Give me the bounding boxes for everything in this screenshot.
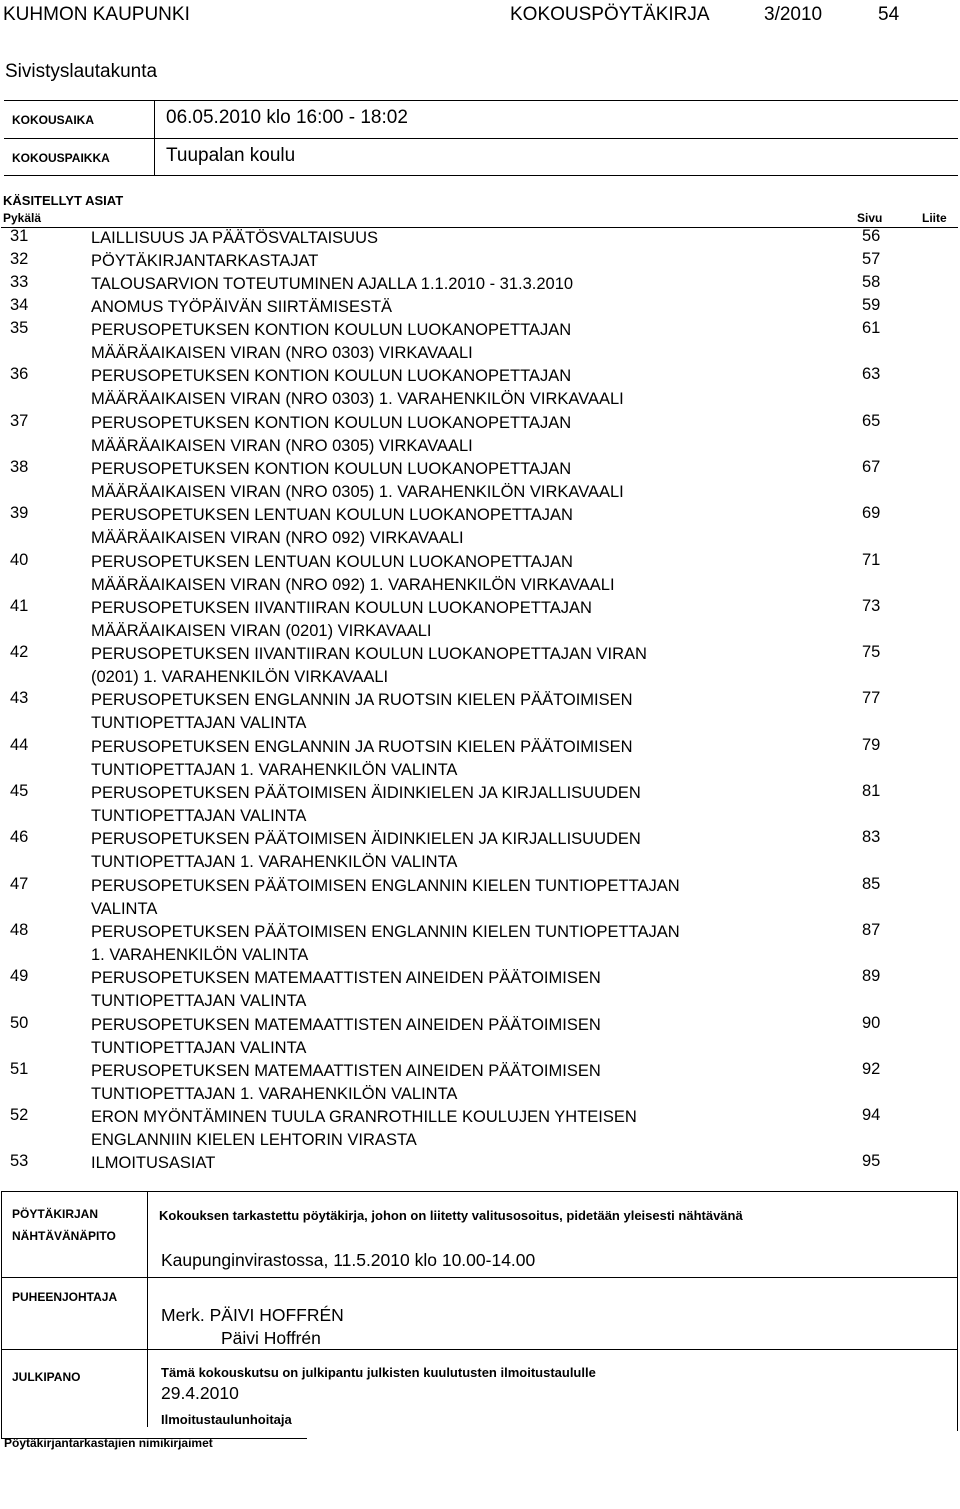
agenda-item-number: 50 <box>10 1013 29 1032</box>
page-number: 54 <box>878 4 900 25</box>
agenda-item-title: PERUSOPETUKSEN IIVANTIIRAN KOULUN LUOKANOPETTAJAN VIRAN (0201) 1. VARAHENKILÖN VIRKAVAALI <box>91 645 647 687</box>
agenda-item-number: 41 <box>10 596 29 615</box>
organization-name: KUHMON KAUPUNKI <box>3 4 190 25</box>
agenda-item-page: 89 <box>862 967 881 986</box>
agenda-item-number: 49 <box>10 967 29 986</box>
col-attachment-header: Liite <box>922 211 947 225</box>
agenda-item-number: 38 <box>10 457 29 476</box>
agenda-item-number: 44 <box>10 735 29 754</box>
agenda-item-title: PERUSOPETUKSEN MATEMAATTISTEN AINEIDEN PÄÄTOIMISEN TUNTIOPETTAJAN 1. VARAHENKILÖN VALINTA <box>91 1061 601 1103</box>
meeting-info <box>4 100 958 176</box>
agenda-item-page: 56 <box>862 227 881 245</box>
agenda-item-page: 59 <box>862 296 881 314</box>
agenda-item-page: 92 <box>862 1059 881 1078</box>
agenda-item-title: ERON MYÖNTÄMINEN TUULA GRANROTHILLE KOULUJEN YHTEISEN ENGLANNIIN KIELEN LEHTORIN VIRASTA <box>91 1108 637 1150</box>
agenda-item-page: 81 <box>862 782 881 800</box>
agenda-item-title: PERUSOPETUKSEN KONTION KOULUN LUOKANOPETTAJAN MÄÄRÄAIKAISEN VIRAN (NRO 0303) VIRKAVAALI <box>91 321 572 362</box>
agenda-item-title: ILMOITUSASIAT <box>91 1154 216 1173</box>
agenda-item-number: 46 <box>10 828 29 847</box>
agenda-item-title: PERUSOPETUKSEN MATEMAATTISTEN AINEIDEN PÄÄTOIMISEN TUNTIOPETTAJAN VALINTA <box>91 969 601 1011</box>
agenda-item-title: PERUSOPETUKSEN PÄÄTOIMISEN ÄIDINKIELEN JA KIRJALLISUUDEN TUNTIOPETTAJAN VALINTA <box>91 784 641 825</box>
meeting-place-row <box>4 138 958 176</box>
meeting-time-label: KOKOUSAIKA <box>12 113 95 127</box>
agenda-item-number: 53 <box>10 1152 29 1171</box>
agenda-item-number: 40 <box>10 550 29 569</box>
chair-signature: Päivi Hoffrén <box>221 1328 321 1348</box>
agenda-item-title: PERUSOPETUKSEN ENGLANNIN JA RUOTSIN KIELEN PÄÄTOIMISEN TUNTIOPETTAJAN VALINTA <box>91 691 633 733</box>
agenda-item-number: 51 <box>10 1059 29 1078</box>
agenda-item-page: 87 <box>862 920 881 939</box>
agenda-item-title: ANOMUS TYÖPÄIVÄN SIIRTÄMISESTÄ <box>91 298 393 316</box>
agenda-item-number: 32 <box>10 250 29 268</box>
meeting-time-value: 06.05.2010 klo 16:00 - 18:02 <box>166 107 408 128</box>
agenda-item-page: 75 <box>862 643 881 662</box>
agenda-item-page: 95 <box>862 1152 881 1171</box>
agenda-item-page: 58 <box>862 273 881 291</box>
agenda-item-number: 33 <box>10 273 29 291</box>
agenda-item-number: 35 <box>10 319 29 337</box>
agenda-item-number: 39 <box>10 504 29 523</box>
agenda-item-title: PERUSOPETUKSEN PÄÄTOIMISEN ÄIDINKIELEN JA KIRJALLISUUDEN TUNTIOPETTAJAN 1. VARAHENKILÖN VALINTA <box>91 830 641 872</box>
agenda-item-page: 71 <box>862 550 881 569</box>
agenda-item-page: 83 <box>862 828 881 847</box>
agenda-item-title: PÖYTÄKIRJANTARKASTAJAT <box>91 252 319 270</box>
agenda-item-title: PERUSOPETUKSEN MATEMAATTISTEN AINEIDEN PÄÄTOIMISEN TUNTIOPETTAJAN VALINTA <box>91 1015 601 1057</box>
display-label: PÖYTÄKIRJAN NÄHTÄVÄNÄPITO <box>12 1207 116 1243</box>
display-note: Kokouksen tarkastettu pöytäkirja, johon on liitetty valitusosoitus, pidetään yleisesti nähtävänä <box>159 1208 743 1223</box>
agenda-item-page: 77 <box>862 689 881 708</box>
post-role: Ilmoitustaulunhoitaja <box>161 1412 292 1427</box>
agenda-item-title: PERUSOPETUKSEN IIVANTIIRAN KOULUN LUOKANOPETTAJAN MÄÄRÄAIKAISEN VIRAN (0201) VIRKAVAALI <box>91 598 592 640</box>
agenda-item-number: 34 <box>10 296 29 314</box>
meeting-time-row <box>4 101 958 138</box>
initials-label: Pöytäkirjantarkastajien nimikirjaimet <box>4 1436 213 1450</box>
agenda-item-title: TALOUSARVION TOTEUTUMINEN AJALLA 1.1.2010 - 31.3.2010 <box>91 275 574 293</box>
agenda-item-title: PERUSOPETUKSEN ENGLANNIN JA RUOTSIN KIELEN PÄÄTOIMISEN TUNTIOPETTAJAN 1. VARAHENKILÖN VALINTA <box>91 737 633 779</box>
agenda-item-title: PERUSOPETUKSEN LENTUAN KOULUN LUOKANOPETTAJAN MÄÄRÄAIKAISEN VIRAN (NRO 092) VIRKAVAALI <box>91 506 573 548</box>
col-page-header: Sivu <box>857 211 883 225</box>
agenda-item-title: PERUSOPETUKSEN PÄÄTOIMISEN ENGLANNIN KIELEN TUNTIOPETTAJAN VALINTA <box>91 876 680 918</box>
board-name: Sivistyslautakunta <box>5 61 158 82</box>
agenda-item-number: 42 <box>10 643 29 662</box>
agenda-item-number: 48 <box>10 920 29 939</box>
agenda-item-page: 69 <box>862 504 881 523</box>
display-place: Kaupunginvirastossa, 11.5.2010 klo 10.00-14.00 <box>161 1250 536 1270</box>
agenda-item-page: 79 <box>862 735 881 754</box>
agenda-item-page: 90 <box>862 1013 881 1032</box>
agenda-item-number: 47 <box>10 874 29 893</box>
agenda-item-title: PERUSOPETUKSEN PÄÄTOIMISEN ENGLANNIN KIELEN TUNTIOPETTAJAN 1. VARAHENKILÖN VALINTA <box>91 922 680 964</box>
post-date: 29.4.2010 <box>161 1383 239 1403</box>
agenda-item-title: PERUSOPETUKSEN LENTUAN KOULUN LUOKANOPETTAJAN MÄÄRÄAIKAISEN VIRAN (NRO 092) 1. VARAHENKILÖN VIRKAVAALI <box>91 552 615 594</box>
agenda-item-page: 63 <box>862 365 881 384</box>
agenda-title: KÄSITELLYT ASIAT <box>3 193 124 208</box>
agenda-item-title: PERUSOPETUKSEN KONTION KOULUN LUOKANOPETTAJAN MÄÄRÄAIKAISEN VIRAN (NRO 0303) 1. VARAHENKILÖN VIRKAVAALI <box>91 367 624 409</box>
agenda-item-title: LAILLISUUS JA PÄÄTÖSVALTAISUUS <box>91 229 379 247</box>
agenda-item-page: 57 <box>862 250 881 268</box>
agenda-item-number: 37 <box>10 411 29 430</box>
agenda-item-page: 65 <box>862 411 881 430</box>
agenda-item-number: 31 <box>10 227 29 245</box>
post-label: JULKIPANO <box>12 1370 81 1384</box>
agenda-item-number: 36 <box>10 365 29 384</box>
agenda-item-title: PERUSOPETUKSEN KONTION KOULUN LUOKANOPETTAJAN MÄÄRÄAIKAISEN VIRAN (NRO 0305) VIRKAVAALI <box>91 413 572 455</box>
agenda-item-page: 67 <box>862 457 881 476</box>
document-type: KOKOUSPÖYTÄKIRJA <box>510 4 710 25</box>
agenda-item-page: 94 <box>862 1106 881 1125</box>
agenda-item-number: 43 <box>10 689 29 708</box>
agenda-item-title: PERUSOPETUKSEN KONTION KOULUN LUOKANOPETTAJAN MÄÄRÄAIKAISEN VIRAN (NRO 0305) 1. VARAHENKILÖN VIRKAVAALI <box>91 459 624 501</box>
agenda-item-number: 52 <box>10 1106 29 1125</box>
agenda-item-page: 85 <box>862 874 881 893</box>
meeting-place-label: KOKOUSPAIKKA <box>12 151 110 165</box>
agenda-item-page: 73 <box>862 596 881 615</box>
footer-table <box>1 1191 958 1451</box>
chair-label: PUHEENJOHTAJA <box>12 1290 118 1304</box>
col-section-header: Pykälä <box>3 211 42 225</box>
agenda-item-page: 61 <box>862 319 881 337</box>
chair-name-official: Merk. PÄIVI HOFFRÉN <box>161 1305 344 1325</box>
agenda-item-number: 45 <box>10 782 29 800</box>
meeting-place-value: Tuupalan koulu <box>166 145 296 166</box>
post-note: Tämä kokouskutsu on julkipantu julkisten kuulutusten ilmoitustaululle <box>161 1365 596 1380</box>
document-number: 3/2010 <box>764 4 823 25</box>
